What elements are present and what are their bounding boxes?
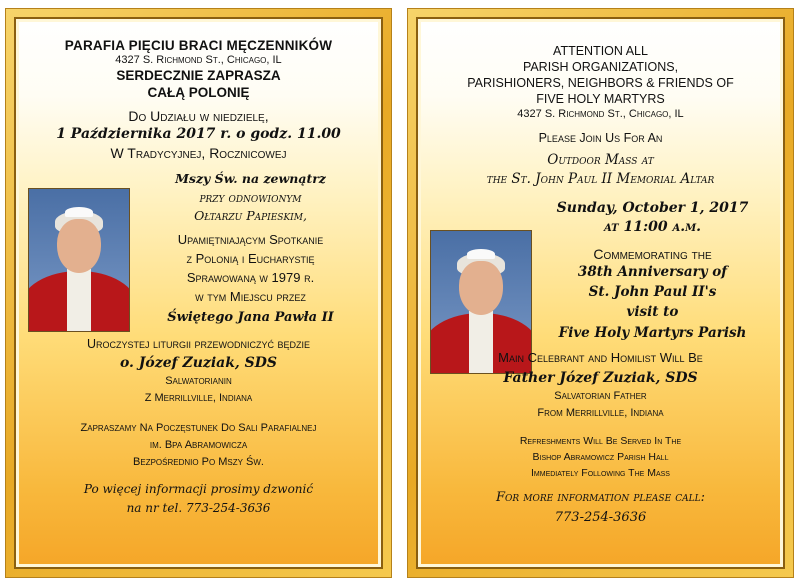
flyer-panel — [14, 17, 383, 569]
event-date: Sunday, October 1, 2017 — [556, 200, 749, 216]
celebrant-name: o. Józef Zuziak, SDS — [119, 355, 278, 371]
event-time: at 11:00 a.m. — [603, 219, 702, 235]
audience-line-2: PARISHIONERS, NEIGHBORS & FRIENDS OF — [467, 76, 734, 90]
memory-line-3: Sprawowaną w 1979 r. — [186, 270, 315, 285]
flyer-english — [407, 8, 794, 578]
event-date: 1 Października 2017 r. o godz. 11.00 — [56, 126, 341, 142]
mass-line-2: the St. John Paul II Memorial Altar — [486, 171, 715, 187]
celebrant-name: Father Józef Zuziak, SDS — [503, 370, 698, 386]
celebrant-town: Z Merrillville, Indiana — [144, 392, 253, 404]
parish-address: 4327 S. Richmond St., Chicago, IL — [517, 108, 684, 120]
event-type: W Tradycyjnej, Rocznicowej — [110, 145, 287, 161]
parish-visit-line: Five Holy Martyrs Parish — [558, 325, 747, 341]
flyer-panel — [416, 17, 785, 569]
mass-line-1: Mszy Św. na zewnątrz — [175, 171, 326, 186]
memory-line-2: z Polonią i Eucharystię — [186, 251, 315, 266]
flyer-polish — [5, 8, 392, 578]
liturgy-intro: Uroczystej liturgii przewodniczyć będzie — [87, 337, 310, 351]
celebrant-intro: Main Celebrant and Homilist Will Be — [498, 350, 703, 365]
join-line: Please Join Us For An — [538, 131, 663, 145]
parish-address: 4327 S. Richmond St., Chicago, IL — [115, 54, 282, 66]
info-phone: 773-254-3636 — [554, 510, 647, 525]
commemorating-line: Commemorating the — [593, 246, 712, 262]
memory-line-4: w tym Miejscu przez — [195, 289, 306, 304]
audience-line-1: PARISH ORGANIZATIONS, — [522, 60, 679, 74]
anniversary-line: 38th Anniversary of — [577, 264, 728, 280]
saint-name: Świętego Jana Pawła II — [167, 310, 334, 325]
pope-portrait-photo — [28, 188, 130, 332]
info-line: For more information please call: — [495, 490, 706, 505]
invite-heading: SERDECZNIE ZAPRASZA — [116, 68, 281, 83]
parish-name: FIVE HOLY MARTYRS — [536, 92, 665, 106]
reception-line-3: Bezpośrednio Po Mszy Św. — [133, 456, 264, 468]
attention-line: ATTENTION ALL — [553, 44, 648, 58]
invite-heading-2: CAŁĄ POLONIĘ — [147, 85, 250, 100]
refreshments-line-3: Immediately Following The Mass — [531, 467, 670, 479]
celebrant-order: Salwatorianin — [165, 375, 232, 387]
mass-line-3: Ołtarzu Papieskim, — [194, 208, 307, 223]
memory-line-1: Upamiętniającym Spotkanie — [177, 232, 324, 247]
visit-line: visit to — [626, 304, 679, 320]
reception-line-1: Zapraszamy Na Poczęstunek Do Sali Parafialnej — [80, 422, 317, 434]
parish-name: PARAFIA PIĘCIU BRACI MĘCZENNIKÓW — [64, 38, 333, 53]
celebrant-order: Salvatorian Father — [554, 390, 647, 402]
mass-line-2: przy odnowionym — [199, 190, 302, 205]
saint-name: St. John Paul II's — [588, 284, 717, 300]
refreshments-line-1: Refreshments Will Be Served In The — [519, 435, 682, 447]
refreshments-line-2: Bishop Abramowicz Parish Hall — [532, 451, 669, 463]
celebrant-town: From Merrillville, Indiana — [537, 407, 664, 419]
date-intro: Do Udziału w niedzielę, — [128, 108, 269, 124]
info-phone: na nr tel. 773-254-3636 — [126, 501, 271, 515]
mass-line-1: Outdoor Mass at — [547, 152, 654, 168]
info-line: Po więcej informacji prosimy dzwonić — [83, 482, 314, 496]
reception-line-2: im. Bpa Abramowicza — [149, 439, 248, 451]
